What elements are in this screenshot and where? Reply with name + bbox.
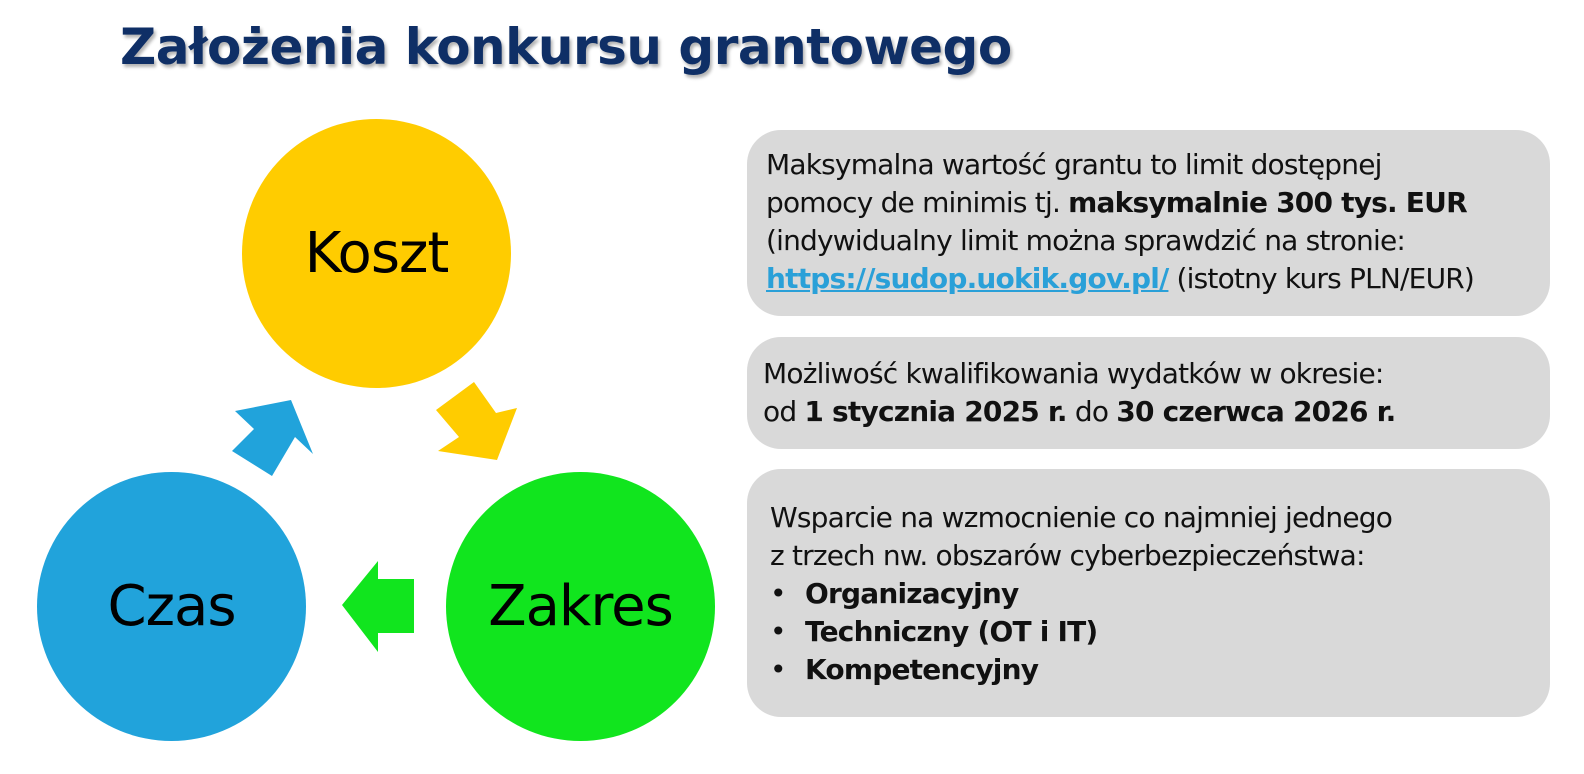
list-item bbox=[770, 575, 1550, 613]
support-line-1: Wsparcie na wzmocnienie co najmniej jednego bbox=[770, 501, 1393, 534]
area-organizacyjny: Organizacyjny bbox=[805, 577, 1019, 610]
eligibility-line-1: Możliwość kwalifikowania wydatków w okresie: bbox=[763, 357, 1384, 390]
list-item bbox=[770, 651, 1550, 689]
support-areas-box bbox=[747, 469, 1550, 717]
koszt-circle bbox=[242, 119, 511, 388]
area-kompetencyjny: Kompetencyjny bbox=[805, 653, 1039, 686]
arrow-koszt-to-zakres bbox=[436, 382, 517, 460]
bullet-icon: • bbox=[770, 615, 786, 648]
support-line-2: z trzech nw. obszarów cyberbezpieczeństwa: bbox=[770, 539, 1365, 572]
zakres-label: Zakres bbox=[488, 574, 673, 639]
grant-value-box bbox=[747, 130, 1550, 316]
koszt-label: Koszt bbox=[304, 221, 449, 286]
grant-value-max: maksymalnie 300 tys. EUR bbox=[1068, 186, 1467, 219]
czas-label: Czas bbox=[107, 574, 236, 639]
date-from: 1 stycznia 2025 r. bbox=[804, 395, 1067, 428]
sudop-link[interactable]: https://sudop.uokik.gov.pl/ bbox=[766, 262, 1169, 295]
eligibility-line-2 bbox=[763, 393, 1550, 431]
zakres-circle bbox=[446, 472, 715, 741]
grant-value-line-4 bbox=[766, 260, 1550, 298]
bullet-icon: • bbox=[770, 653, 786, 686]
eligibility-period-box bbox=[747, 337, 1550, 449]
arrow-zakres-to-czas bbox=[342, 561, 414, 652]
bullet-icon: • bbox=[770, 577, 786, 610]
support-areas-list bbox=[770, 575, 1550, 689]
czas-circle bbox=[37, 472, 306, 741]
eligibility-middle: do bbox=[1066, 395, 1117, 428]
page-title: Założenia konkursu grantowego bbox=[120, 18, 1012, 76]
date-to: 30 czerwca 2026 r. bbox=[1116, 395, 1396, 428]
list-item bbox=[770, 613, 1550, 651]
grant-value-line-2 bbox=[766, 184, 1550, 222]
grant-value-line-1: Maksymalna wartość grantu to limit dostępnej bbox=[766, 148, 1382, 181]
area-techniczny: Techniczny (OT i IT) bbox=[805, 615, 1098, 648]
grant-value-line-3: (indywidualny limit można sprawdzić na stronie: bbox=[766, 224, 1406, 257]
grant-value-line-2-text: pomocy de minimis tj. bbox=[766, 186, 1069, 219]
exchange-rate-note: (istotny kurs PLN/EUR) bbox=[1168, 262, 1475, 295]
eligibility-prefix: od bbox=[763, 395, 805, 428]
arrow-czas-to-koszt bbox=[232, 400, 313, 476]
